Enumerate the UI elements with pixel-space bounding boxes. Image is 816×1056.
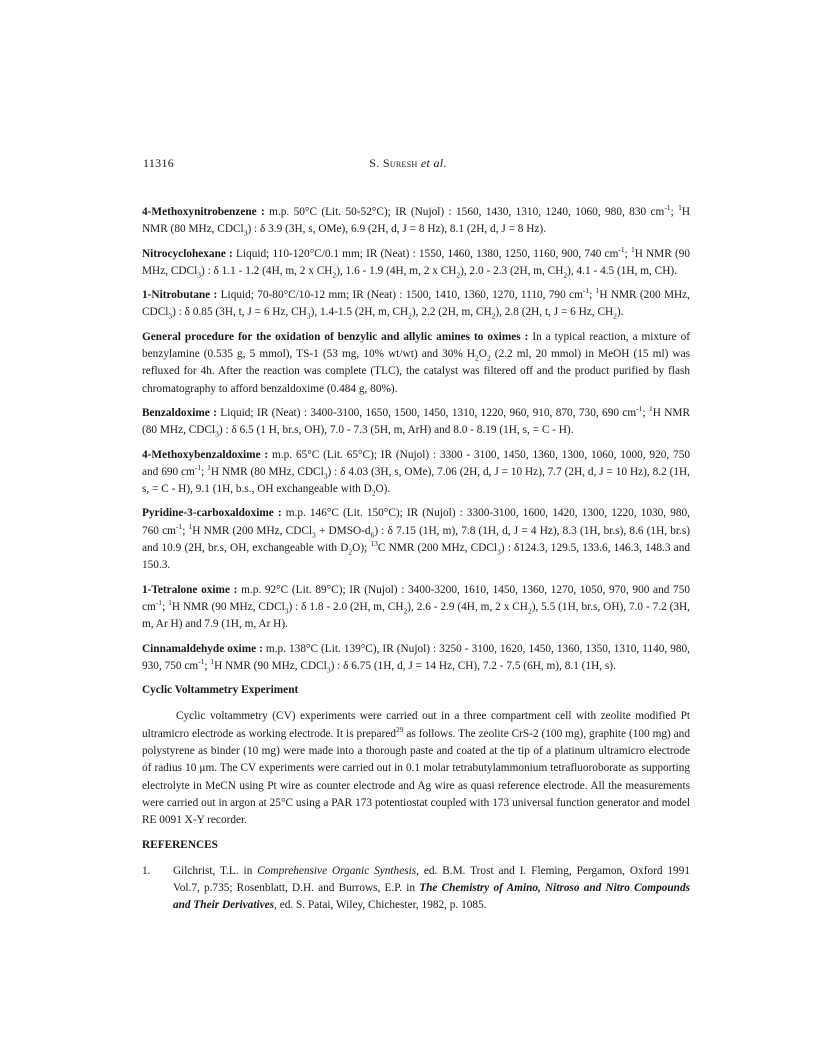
references-list: [142, 863, 690, 915]
compound-name: General procedure for the oxidation of benzylic and allylic amines to oximes :: [142, 330, 529, 343]
compound-entry: [142, 405, 690, 440]
compound-data: Liquid; 70-80°C/10-12 mm; IR (Neat) : 1500, 1410, 1360, 1270, 1110, 790 $cm^{-1}$; $^1$H NMR (200 MHz, CDCl$_3$) : δ 0.85 (3H, t, J = 6 Hz, $CH_3$), 1.4-1.5 (2H, m, $CH_2$), 2.2 (2H, m, $CH_2$), 2.8 (2H, t, J = 6 Hz, $CH_2$).: [142, 286, 691, 321]
compound-name: Benzaldoxime :: [142, 406, 217, 419]
compound-name: 1-Tetralone oxime :: [142, 583, 238, 596]
compound-data: Liquid; IR (Neat) : 3400-3100, 1650, 1500, 1450, 1310, 1220, 960, 910, 870, 730, 690 $cm^{-1}$; $^1$H NMR (80 MHz, CDCl$_3$) : δ 6.5 (1 H, br.s, OH), 7.0 - 7.3 (5H, m, ArH) and 8.0 - 8.19 (1H, s, = C - H).: [142, 404, 690, 439]
compound-entry: [142, 641, 690, 676]
compound-data: m.p. 146°C (Lit. 150°C); IR (Nujol) : 3300-3100, 1600, 1420, 1300, 1220, 1030, 980, 760 $cm^{-1}$; $^1$H NMR (200 MHz, CDCl$_3$ + DMSO-$d_6$) : δ 7.15 (1H, m), 7.8 (1H, d, J = 4 Hz), 8.3 (1H, br.s), 8.6 (1H, br.s) and 10.9 (2H, br.s, OH, exchangeable with $D_2O$); $^{13}$C NMR (200 MHz, CDCl$_3$) : δ124.3, 129.5, 133.6, 146.3, 148.3 and 150.3.: [142, 507, 691, 572]
compound-data: Liquid; 110-120°C/0.1 mm; IR (Neat) : 1550, 1460, 1380, 1250, 1160, 900, 740 $cm^{-1}$; $^1$H NMR (90 MHz, CDCl$_3$) : δ 1.1 - 1.2 (4H, m, 2 x $CH_2$), 1.6 - 1.9 (4H, m, 2 x $CH_2$), 2.0 - 2.3 (2H, m, $CH_2$), 4.1 - 4.5 (1H, m, CH).: [142, 244, 691, 280]
compound-entry: [142, 505, 690, 574]
reference-number: 1.: [142, 864, 151, 877]
compound-entry: [142, 329, 690, 398]
compound-entry: [142, 447, 690, 499]
compound-name: 4-Methoxybenzaldoxime :: [142, 448, 269, 461]
running-head-et-al: et al.: [420, 156, 447, 170]
compound-entry: [142, 204, 690, 239]
compound-entries: [142, 204, 690, 675]
compound-data: m.p. 138°C (Lit. 139°C), IR (Nujol) : 3250 - 3100, 1620, 1450, 1360, 1350, 1310, 1140, 980, 930, 750 $cm^{-1}$; $^1$H NMR (90 MHz, CDCl$_3$) : δ 6.75 (1H, d, J = 14 Hz, CH), 7.2 - 7.5 (6H, m), 8.1 (1H, s).: [142, 642, 690, 675]
compound-name: 4-Methoxynitrobenzene :: [142, 206, 265, 218]
compound-data: m.p. 50°C (Lit. 50-52°C); IR (Nujol) : 1560, 1430, 1310, 1240, 1060, 980, 830 $cm^{-1}$; $^1$H NMR (80 MHz, CDCl$_3$) : δ 3.9 (3H, s, OMe), 6.9 (2H, d, J = 8 Hz), 8.1 (2H, d, J = 8 Hz).: [142, 203, 691, 238]
compound-data: In a typical reaction, a mixture of benzylamine (0.535 g, 5 mmol), TS-1 (53 mg, 10% wt/wt) and 30% $H_2O_2$ (2.2 ml, 20 mmol) in MeOH (15 ml) was refluxed for 4h. After the reaction was complete (TLC), the catalyst was filtered off and the product purified by flash chromatography to afford benzaldoxime (0.484 g, 80%).: [142, 330, 690, 395]
compound-entry: [142, 582, 690, 634]
cv-section-heading: Cyclic Voltammetry Experiment: [142, 684, 299, 697]
compound-name: Cinnamaldehyde oxime :: [142, 642, 263, 655]
compound-entry: [142, 246, 690, 281]
compound-name: 1-Nitrobutane :: [142, 289, 218, 302]
reference-text: Gilchrist, T.L. in Comprehensive Organic Synthesis, ed. B.M. Trost and I. Fleming, Pergamon, Oxford 1991 Vol.7, p.735; Rosenblatt, D.H. and Burrows, E.P. in The Chemistry of Amino, Nitroso and Nitro Compounds and Their Derivatives, ed. S. Patai, Wiley, Chichester, 1982, p. 1085.: [173, 864, 690, 912]
compound-name: Nitrocyclohexane :: [142, 247, 233, 260]
compound-entry: [142, 287, 690, 322]
running-head-author: S. Suresh: [369, 156, 418, 170]
running-head: [0, 156, 816, 171]
reference-item: [142, 863, 690, 915]
page-number: 11316: [143, 156, 175, 170]
cv-section-paragraph: Cyclic voltammetry (CV) experiments were carried out in a three compartment cell with zeolite modified Pt ultramicro electrode as working electrode. It is prepared$^{29}$ as follows. The zeolite CrS-2 (100 mg), graphite (100 mg) and polystyrene as binder (10 mg) were made into a thorough paste and coated at the tip of a platinum ultramicro electrode of radius 10 μm. The CV experiments were carried out in 0.1 molar tetrabutylammonium tetrafluoroborate as supporting electrolyte in MeCN using Pt wire as counter electrode and Ag wire as quasi reference electrode. All the measurements were carried out in argon at 25°C using a PAR 173 potentiostat coupled with 173 universal function generator and model RE 0091 X-Y recorder.: [142, 710, 690, 827]
compound-name: Pyridine-3-carboxaldoxime :: [142, 507, 282, 520]
compound-data: m.p. 92°C (Lit. 89°C); IR (Nujol) : 3400-3200, 1610, 1450, 1360, 1270, 1050, 970, 900 and 750 $cm^{-1}$; $^1$H NMR (90 MHz, CDCl$_3$) : δ 1.8 - 2.0 (2H, m, $CH_2$), 2.6 - 2.9 (4H, m, 2 x $CH_2$), 5.5 (1H, br.s, OH), 7.0 - 7.2 (3H, m, Ar H) and 7.9 (1H, m, Ar H).: [142, 583, 690, 631]
article-body: [142, 204, 690, 915]
references-heading: REFERENCES: [142, 838, 218, 851]
compound-data: m.p. 65°C (Lit. 65°C); IR (Nujol) : 3300 - 3100, 1450, 1360, 1300, 1060, 1000, 920, 750 and 690 $cm^{-1}$; $^1$H NMR (80 MHz, CDCl$_3$) : δ 4.03 (3H, s, OMe), 7.06 (2H, d, J = 10 Hz), 7.7 (2H, d, J = 10 Hz), 8.2 (1H, s, = C - H), 9.1 (1H, b.s., OH exchangeable with $D_2O$).: [142, 448, 691, 498]
